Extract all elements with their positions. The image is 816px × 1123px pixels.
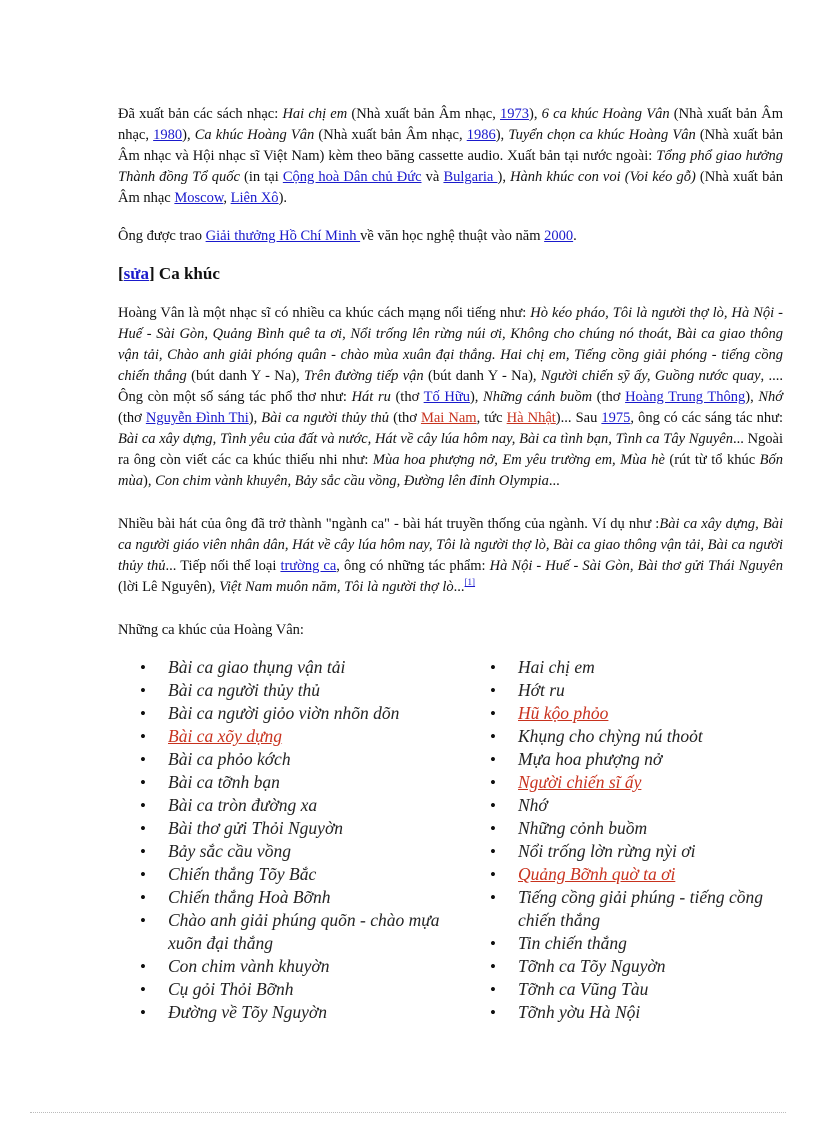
link-ha-nhat[interactable]: Hà Nhật (506, 410, 556, 426)
link-nguyen-dinh-thi[interactable]: Nguyễn Đình Thi (145, 410, 249, 426)
song-list-item[interactable]: • Quảng Bỡnh quờ ta ơi (490, 863, 790, 886)
link-2000[interactable]: 2000 (544, 228, 574, 244)
link-mai-nam[interactable]: Mai Nam (420, 410, 477, 426)
song-list-intro: Những ca khúc của Hoàng Vân: (118, 622, 304, 638)
song-list-item: • Bài ca phỏo kớch (140, 748, 470, 771)
edit-section-link[interactable]: sửa (123, 264, 149, 283)
song-list-item: • Tỡnh ca Vũng Tàu (490, 978, 790, 1001)
song-list-item: • Hớt ru (490, 679, 790, 702)
article-body (118, 104, 783, 661)
song-list-item: • Tin chiến thắng (490, 932, 790, 955)
song-list-item[interactable]: • Hũ kộo phỏo (490, 702, 790, 725)
link-truong-ca[interactable]: trường ca (280, 558, 337, 574)
link-to-huu[interactable]: Tố Hữu (423, 389, 470, 405)
song-list-item: • Những cỏnh buồm (490, 817, 790, 840)
song-list-left (140, 656, 470, 1024)
song-list-item: • Đường về Tõy Nguyờn (140, 1001, 470, 1024)
link-bulgaria[interactable]: Bulgaria (443, 169, 498, 185)
song-list-item: • Nhớ (490, 794, 790, 817)
song-list-item: • Bài ca người giỏo viờn nhõn dõn (140, 702, 470, 725)
songs-paragraph: Hoàng Vân là một nhạc sĩ có nhiều ca khúc cách mạng nổi tiếng như: Hò kéo pháo, Tôi là người thợ lò, Hà Nội - Huế - Sài Gòn, Quảng Bình quê ta ơi, Nổi trống lên rừng núi ơi, Không cho chúng nó thoát, Bài ca giao thông vận tải, Chào anh giải phóng quân - chào mùa xuân đại thắng. Hai chị em, Tiếng cồng giải phóng - tiếng cồng chiến thắng (bút danh Y - Na), Trên đường tiếp vận (bút danh Y - Na), Người chiến sỹ ấy, Guồng nước quay, .... Ông còn một số sáng tác phổ thơ như: Hát ru (thơ Tố Hữu), Những cánh buồm (thơ Hoàng Trung Thông), Nhớ (thơ Nguyễn Đình Thi), Bài ca người thủy thủ (thơ Mai Nam, tức Hà Nhật)... Sau 1975, ông có các sáng tác như: Bài ca xây dựng, Tình yêu của đất và nước, Hát về cây lúa hôm nay, Bài ca tình bạn, Tình ca Tây Nguyên... Ngoài ra ông còn viết các ca khúc thiếu nhi như: Mùa hoa phượng nở, Em yêu trường em, Mùa hè (rút từ tổ khúc Bốn mùa), Con chim vành khuyên, Bảy sắc cầu vồng, Đường lên đỉnh Olympia... (118, 305, 784, 489)
link-1973[interactable]: 1973 (500, 106, 530, 122)
link-hoang-trung-thong[interactable]: Hoàng Trung Thông (625, 389, 746, 405)
industry-songs-paragraph: Nhiều bài hát của ông đã trở thành "ngành ca" - bài hát truyền thống của ngành. Ví dụ như :Bài ca xây dựng, Bài ca người giáo viên nhân dân, Hát về cây lúa hôm nay, Tôi là người thợ lò, Bài ca giao thông vận tải, Bài ca người thủy thủ... Tiếp nối thể loại trường ca, ông có những tác phẩm: Hà Nội - Huế - Sài Gòn, Bài thơ gửi Thái Nguyên (lời Lê Nguyên), Việt Nam muôn năm, Tôi là người thợ lò...[1] (118, 516, 783, 595)
award-paragraph: Ông được trao Giải thưởng Hồ Chí Minh về văn học nghệ thuật vào năm 2000. (118, 228, 577, 244)
link-moscow[interactable]: Moscow (174, 190, 224, 206)
song-list-right (490, 656, 790, 1024)
song-list-item[interactable]: • Bài ca xõy dựng (140, 725, 470, 748)
link-1986[interactable]: 1986 (466, 127, 496, 143)
page-divider (30, 1112, 786, 1113)
link-lien-xo[interactable]: Liên Xô (230, 190, 279, 206)
song-list-item: • Chào anh giải phúng quõn - chào mựa xuõn đại thắng (140, 909, 470, 955)
song-list-item[interactable]: • Người chiến sĩ ấy (490, 771, 790, 794)
song-list-item: • Bài thơ gửi Thỏi Nguyờn (140, 817, 470, 840)
section-heading: [sửa] Ca khúc (118, 264, 220, 283)
song-list-item: • Bài ca người thủy thủ (140, 679, 470, 702)
song-list-item: • Chiến thắng Hoà Bỡnh (140, 886, 470, 909)
song-list-item: • Tiếng cồng giải phúng - tiếng cồng chiến thắng (490, 886, 790, 932)
link-1980[interactable]: 1980 (153, 127, 183, 143)
link-ho-chi-minh-prize[interactable]: Giải thưởng Hồ Chí Minh (205, 228, 361, 244)
song-list-item: • Mựa hoa phượng nở (490, 748, 790, 771)
section-title: Ca khúc (158, 264, 220, 283)
song-list-item: • Con chim vành khuyờn (140, 955, 470, 978)
song-list-item: • Bảy sắc cầu vồng (140, 840, 470, 863)
song-list-item: • Tỡnh ca Tõy Nguyờn (490, 955, 790, 978)
song-list-item: • Hai chị em (490, 656, 790, 679)
link-1975[interactable]: 1975 (601, 410, 631, 426)
song-list-item: • Bài ca tỡnh bạn (140, 771, 470, 794)
song-list-item: • Chiến thắng Tõy Bắc (140, 863, 470, 886)
song-list-item: • Khụng cho chỳng nú thoỏt (490, 725, 790, 748)
song-list-item: • Cụ gỏi Thỏi Bỡnh (140, 978, 470, 1001)
song-list-item: • Bài ca tròn đường xa (140, 794, 470, 817)
song-list-item: • Bài ca giao thụng vận tải (140, 656, 470, 679)
publications-paragraph: Đã xuất bản các sách nhạc: Hai chị em (Nhà xuất bản Âm nhạc, 1973), 6 ca khúc Hoàng Vân (Nhà xuất bản Âm nhạc, 1980), Ca khúc Hoàng Vân (Nhà xuất bản Âm nhạc, 1986), Tuyển chọn ca khúc Hoàng Vân (Nhà xuất bản Âm nhạc và Hội nhạc sĩ Việt Nam) kèm theo băng cassette audio. Xuất bản tại nước ngoài: Tổng phổ giao hưởng Thành đồng Tổ quốc (in tại Cộng hoà Dân chủ Đức và Bulgaria ), Hành khúc con voi (Voi kéo gỗ) (Nhà xuất bản Âm nhạc Moscow, Liên Xô). (118, 106, 784, 206)
song-list-item: • Tỡnh yờu Hà Nội (490, 1001, 790, 1024)
reference-link[interactable]: [1] (464, 577, 476, 588)
song-list-item: • Nổi trống lờn rừng nỳi ơi (490, 840, 790, 863)
link-gdr[interactable]: Cộng hoà Dân chủ Đức (282, 169, 422, 185)
